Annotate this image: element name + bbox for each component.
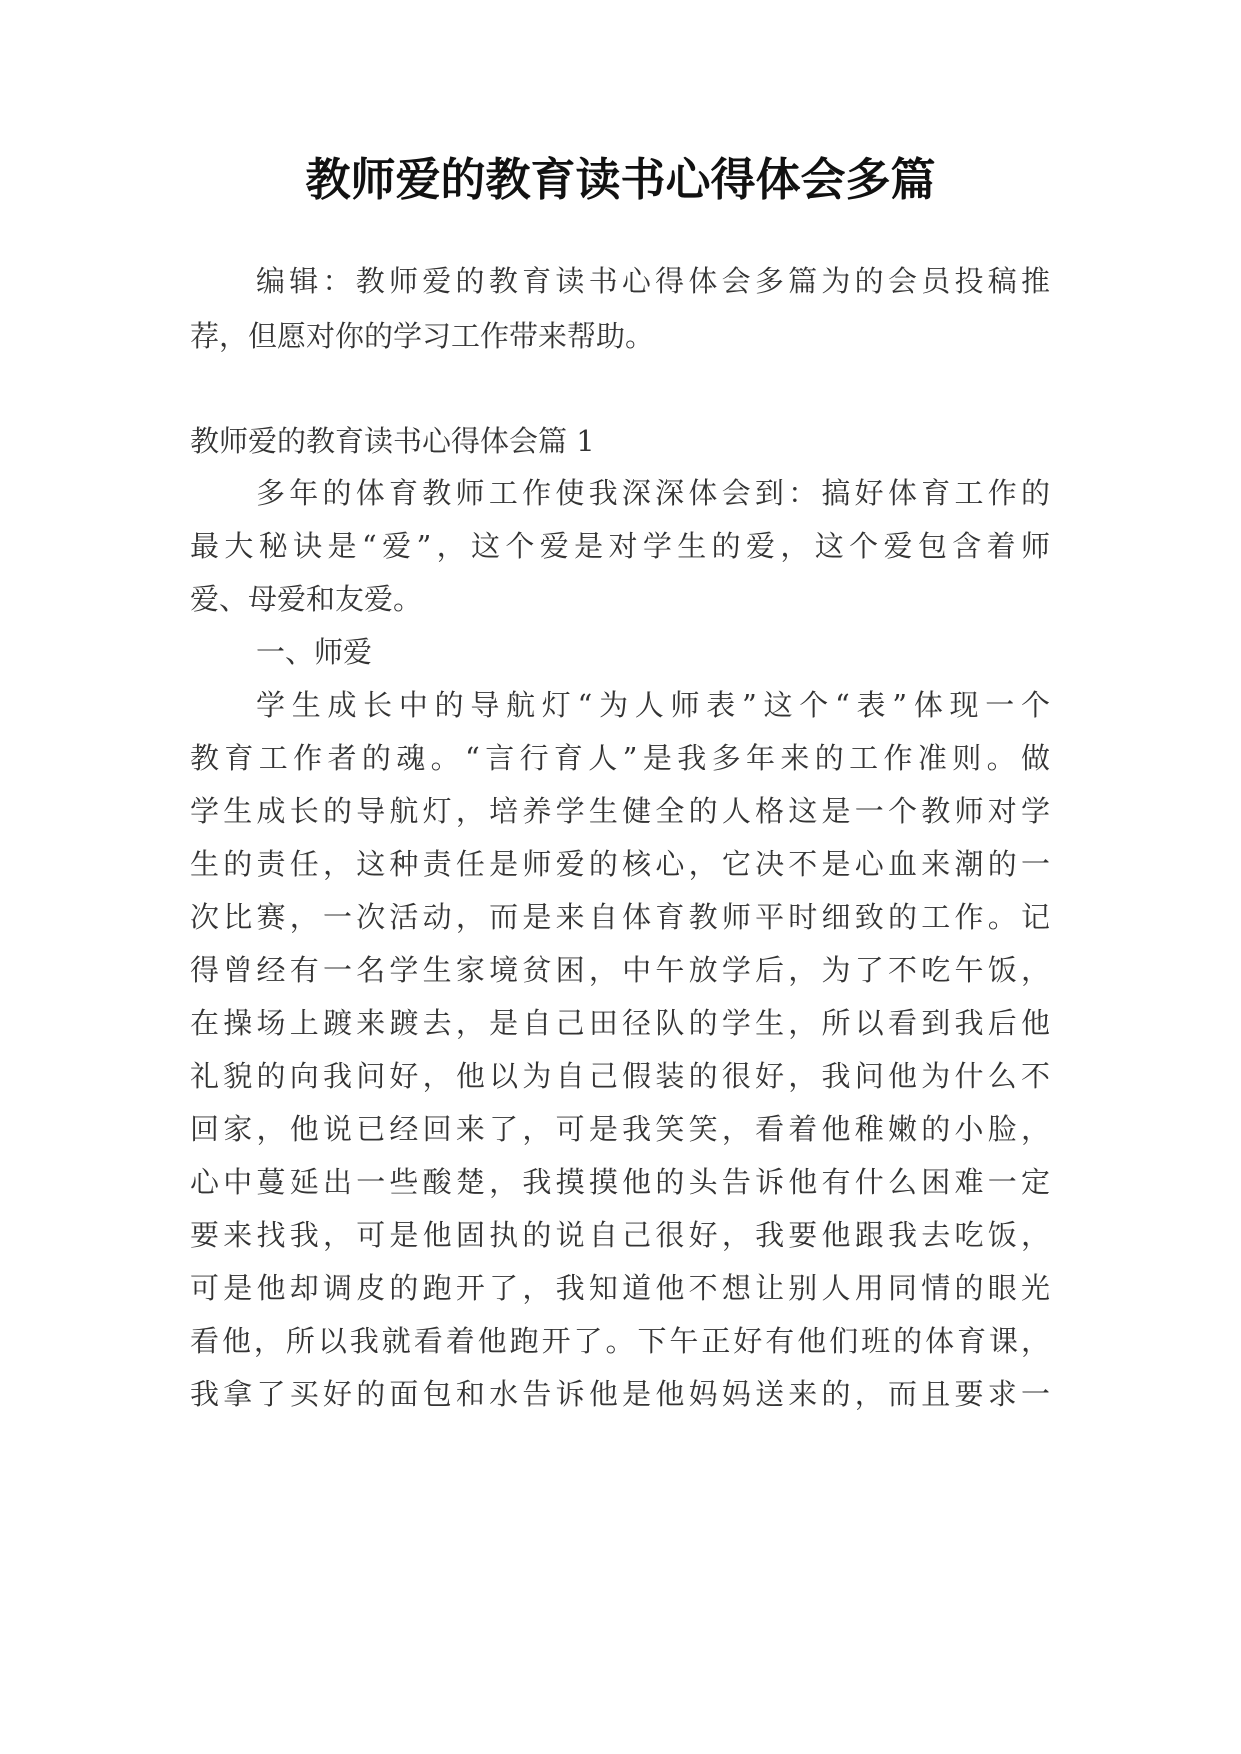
paragraph-line: 心中蔓延出一些酸楚，我摸摸他的头告诉他有什么困难一定 <box>190 1165 1050 1199</box>
paragraph-line: 得曾经有一名学生家境贫困，中午放学后，为了不吃午饭， <box>190 953 1050 987</box>
editor-note-line: 荐，但愿对你的学习工作带来帮助。 <box>190 319 655 353</box>
paragraph-line: 教育工作者的魂。“言行育人”是我多年来的工作准则。做 <box>190 741 1050 775</box>
paragraph-line: 可是他却调皮的跑开了，我知道他不想让别人用同情的眼光 <box>190 1271 1050 1305</box>
paragraph-line: 要来找我，可是他固执的说自己很好，我要他跟我去吃饭， <box>190 1218 1050 1252</box>
paragraph-line: 看他，所以我就看着他跑开了。下午正好有他们班的体育课， <box>190 1324 1050 1358</box>
paragraph-line: 次比赛，一次活动，而是来自体育教师平时细致的工作。记 <box>190 900 1050 934</box>
paragraph-line: 在操场上踱来踱去，是自己田径队的学生，所以看到我后他 <box>190 1006 1050 1040</box>
paragraph-line: 学生成长的导航灯，培养学生健全的人格这是一个教师对学 <box>190 794 1050 828</box>
editor-note-line: 编辑：教师爱的教育读书心得体会多篇为的会员投稿推 <box>256 264 1050 298</box>
paragraph-line: 最大秘诀是“爱”，这个爱是对学生的爱，这个爱包含着师 <box>190 529 1050 563</box>
paragraph-line: 生的责任，这种责任是师爱的核心，它决不是心血来潮的一 <box>190 847 1050 881</box>
paragraph-line: 我拿了买好的面包和水告诉他是他妈妈送来的，而且要求一 <box>190 1377 1050 1411</box>
paragraph-line: 学生成长中的导航灯“为人师表”这个“表”体现一个 <box>256 688 1050 722</box>
paragraph-line: 礼貌的向我问好，他以为自己假装的很好，我问他为什么不 <box>190 1059 1050 1093</box>
section-heading: 教师爱的教育读书心得体会篇 1 <box>190 424 595 458</box>
paragraph-line: 回家，他说已经回来了，可是我笑笑，看着他稚嫩的小脸， <box>190 1112 1050 1146</box>
subsection-heading: 一、师爱 <box>256 635 373 669</box>
paragraph-line: 爱、母爱和友爱。 <box>190 582 423 616</box>
paragraph-line: 多年的体育教师工作使我深深体会到：搞好体育工作的 <box>256 476 1050 510</box>
document-title: 教师爱的教育读书心得体会多篇 <box>305 153 936 206</box>
